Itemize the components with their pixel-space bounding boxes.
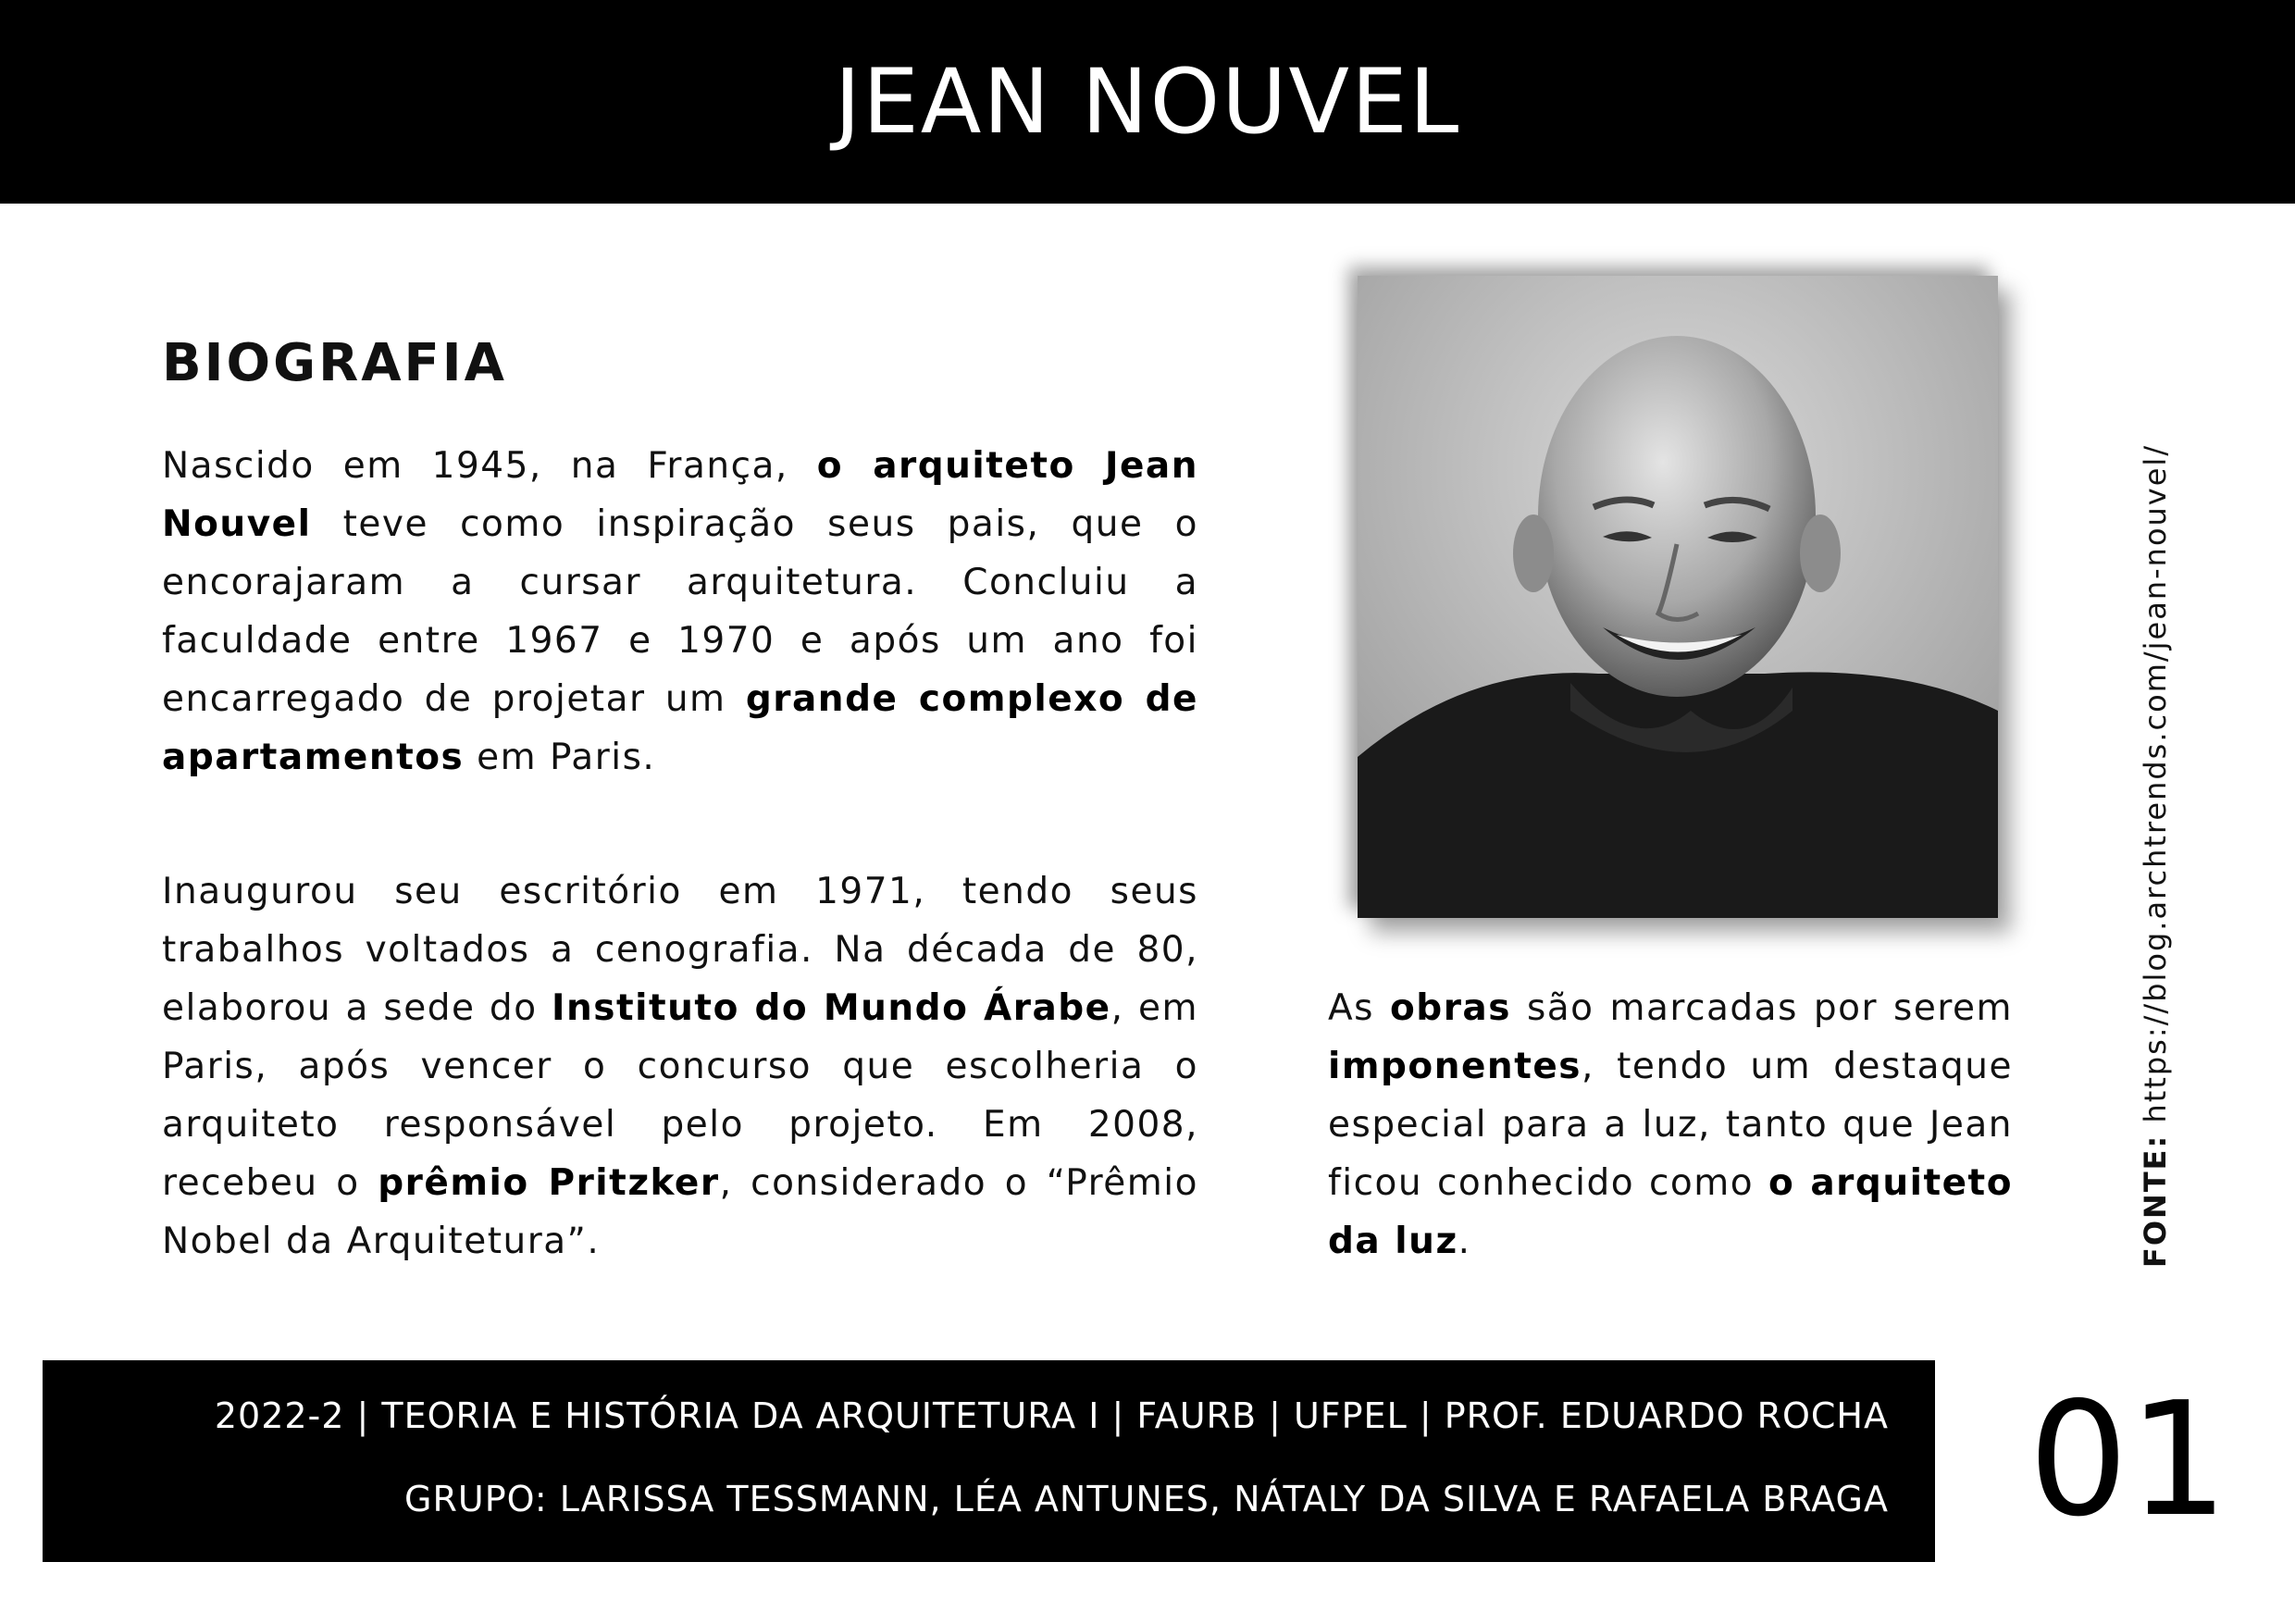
source-citation — [2101, 443, 2175, 1268]
text-span: teve como inspiração seus pais, que o encorajaram a cursar arquitetura. Concluiu a faculdade entre 1967 e 1970 e após um ano foi encarregado de projetar um — [162, 503, 1198, 720]
group-members: GRUPO: LARISSA TESSMANN, LÉA ANTUNES, NÁTALY DA SILVA E RAFAELA BRAGA — [404, 1479, 1889, 1519]
portrait-illustration — [1358, 276, 1998, 918]
source-url: https://blog.archtrends.com/jean-nouvel/ — [2138, 443, 2173, 1134]
course-info: 2022-2 | TEORIA E HISTÓRIA DA ARQUITETURA I | FAURB | UFPEL | PROF. EDUARDO ROCHA — [214, 1395, 1889, 1436]
source-text — [2138, 444, 2173, 1268]
bold-text-span: imponentes — [1328, 1046, 1582, 1087]
bold-text-span: o arquiteto Jean Nouvel — [162, 445, 1198, 545]
page-number: 01 — [2028, 1369, 2229, 1552]
text-span: são marcadas por serem — [1510, 987, 2013, 1029]
works-paragraph — [1328, 979, 2013, 1271]
bold-text-span: o arquiteto da luz — [1328, 1162, 2013, 1262]
text-span: Nascido em 1945, na França, — [162, 445, 817, 487]
text-span: em Paris. — [464, 737, 656, 778]
text-span: , em Paris, após vencer o concurso que escolheria o arquiteto responsável pelo projeto. Em 2008, recebeu o — [162, 987, 1198, 1204]
text-span: , tendo um destaque especial para a luz, tanto que Jean ficou conhecido como — [1328, 1046, 2013, 1204]
biography-paragraph-2 — [162, 862, 1198, 1271]
text-span: . — [1458, 1221, 1471, 1262]
page-title: JEAN NOUVEL — [834, 50, 1461, 154]
text-span: Inaugurou seu escritório em 1971, tendo seus trabalhos voltados a cenografia. Na década de 80, elaborou a sede do — [162, 871, 1198, 1029]
source-label: FONTE: — [2138, 1134, 2173, 1268]
bold-text-span: obras — [1389, 987, 1511, 1029]
portrait-photo — [1358, 276, 1998, 918]
bold-text-span: grande complexo de apartamentos — [162, 678, 1198, 778]
bold-text-span: prêmio Pritzker — [378, 1162, 720, 1204]
biography-paragraph-1 — [162, 437, 1198, 787]
biography-heading: BIOGRAFIA — [162, 333, 507, 393]
bold-text-span: Instituto do Mundo Árabe — [552, 987, 1111, 1029]
footer-bar — [43, 1360, 1935, 1562]
text-span: As — [1328, 987, 1390, 1029]
text-span: , considerado o “Prêmio Nobel da Arquitetura”. — [162, 1162, 1198, 1262]
